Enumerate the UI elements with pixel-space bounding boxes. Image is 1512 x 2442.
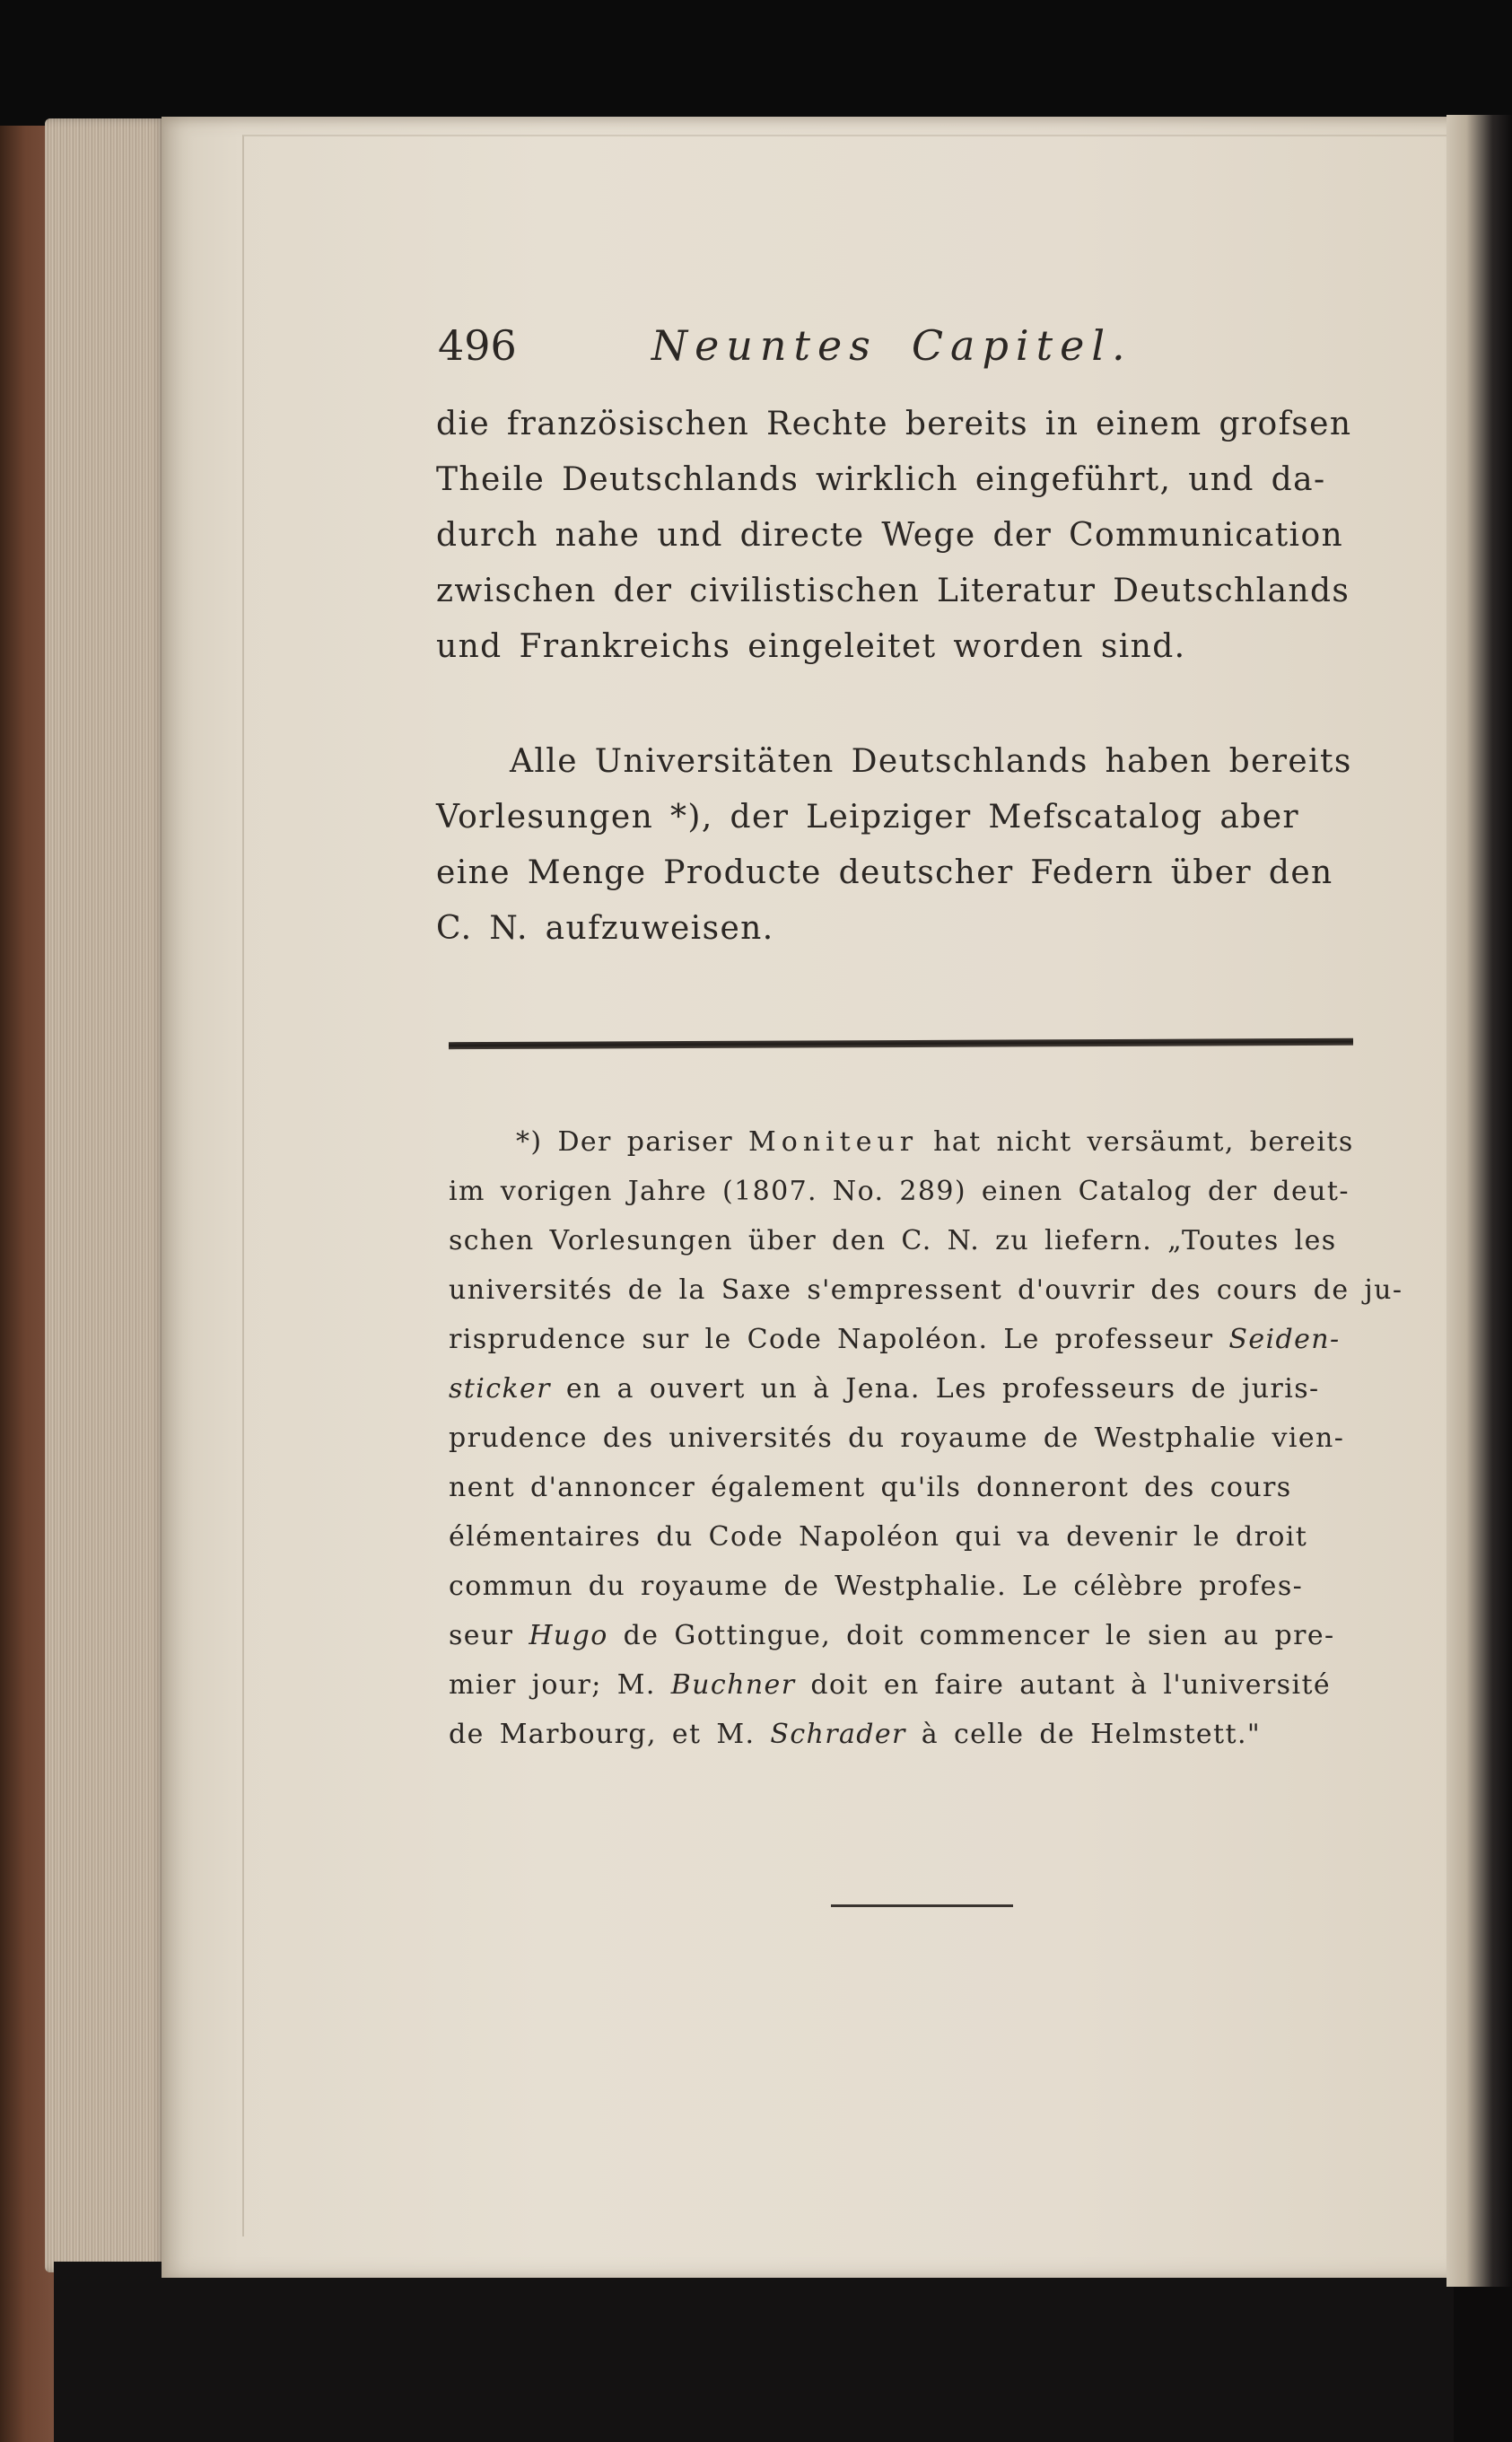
footnote-text-italic: Buchner	[670, 1669, 796, 1701]
footnote-line: universités de la Saxe s'empressent d'ouvrir des cours de ju-	[449, 1274, 1403, 1306]
footnote-text: seur	[449, 1620, 514, 1651]
background-top	[0, 0, 1512, 126]
paragraph-line: zwischen der civilistischen Literatur Deutschlands	[436, 573, 1350, 609]
footnote-line	[449, 1620, 1335, 1651]
footnote-text-italic: Seiden-	[1228, 1324, 1341, 1355]
footnote-line: im vorigen Jahre (1807. No. 289) einen Catalog der deut-	[449, 1176, 1350, 1207]
footnote-line: prudence des universités du royaume de Westphalie vien-	[449, 1422, 1345, 1454]
page-number: 496	[438, 321, 517, 370]
footnote-line	[449, 1324, 1341, 1355]
end-rule	[831, 1904, 1013, 1907]
footnote-text: *) Der pariser	[516, 1126, 734, 1158]
footnote-text-spaced: Moniteur	[747, 1126, 919, 1158]
paragraph-line: die französischen Rechte bereits in einem grofsen	[436, 406, 1352, 442]
footnote-text: de Marbourg, et M.	[449, 1719, 756, 1750]
footnote-line: schen Vorlesungen über den C. N. zu liefern. „Toutes les	[449, 1225, 1337, 1256]
footnote-line: élémentaires du Code Napoléon qui va devenir le droit	[449, 1521, 1308, 1553]
footnote-text: de Gottingue, doit commencer le sien au pre-	[623, 1620, 1335, 1651]
footnote-text: hat nicht versäumt, bereits	[933, 1126, 1354, 1158]
paragraph-line: Alle Universitäten Deutschlands haben bereits	[510, 743, 1352, 780]
footnote-text-italic: sticker	[449, 1373, 551, 1405]
footnote-text: mier jour; M.	[449, 1669, 656, 1701]
paragraph-line: und Frankreichs eingeleitet worden sind.	[436, 628, 1186, 665]
running-title	[651, 321, 1132, 370]
running-header	[438, 321, 1132, 370]
background-bottom	[54, 2262, 1454, 2442]
footnote-text: à celle de Helmstett."	[921, 1719, 1262, 1750]
footnote-line: commun du royaume de Westphalie. Le célèbre profes-	[449, 1571, 1304, 1602]
paragraph-line: durch nahe und directe Wege der Communication	[436, 517, 1344, 554]
footnote-line	[449, 1373, 1320, 1405]
right-page-edge	[1446, 115, 1512, 2287]
page-edges	[45, 118, 166, 2272]
footnote-line: nent d'annoncer également qu'ils donneront des cours	[449, 1472, 1292, 1503]
paragraph-line: Vorlesungen *), der Leipziger Mefscatalog aber	[436, 799, 1300, 836]
footnote-text: risprudence sur le Code Napoléon. Le professeur	[449, 1324, 1214, 1355]
footnote-text-italic: Hugo	[529, 1620, 608, 1651]
footnote-line	[449, 1669, 1331, 1701]
paragraph-line: Theile Deutschlands wirklich eingeführt, und da-	[436, 461, 1326, 498]
footnote-text: en a ouvert un à Jena. Les professeurs de juris-	[565, 1373, 1320, 1405]
footnote-text: doit en faire autant à l'université	[810, 1669, 1332, 1701]
paragraph-line: C. N. aufzuweisen.	[436, 910, 774, 947]
paragraph-line: eine Menge Producte deutscher Federn über den	[436, 854, 1333, 891]
running-title-word2: Capitel.	[911, 321, 1132, 370]
footnote-line	[516, 1126, 1354, 1158]
footnote-text-italic: Schrader	[770, 1719, 906, 1750]
footnote-line	[449, 1719, 1261, 1750]
running-title-word1: Neuntes	[651, 321, 878, 370]
